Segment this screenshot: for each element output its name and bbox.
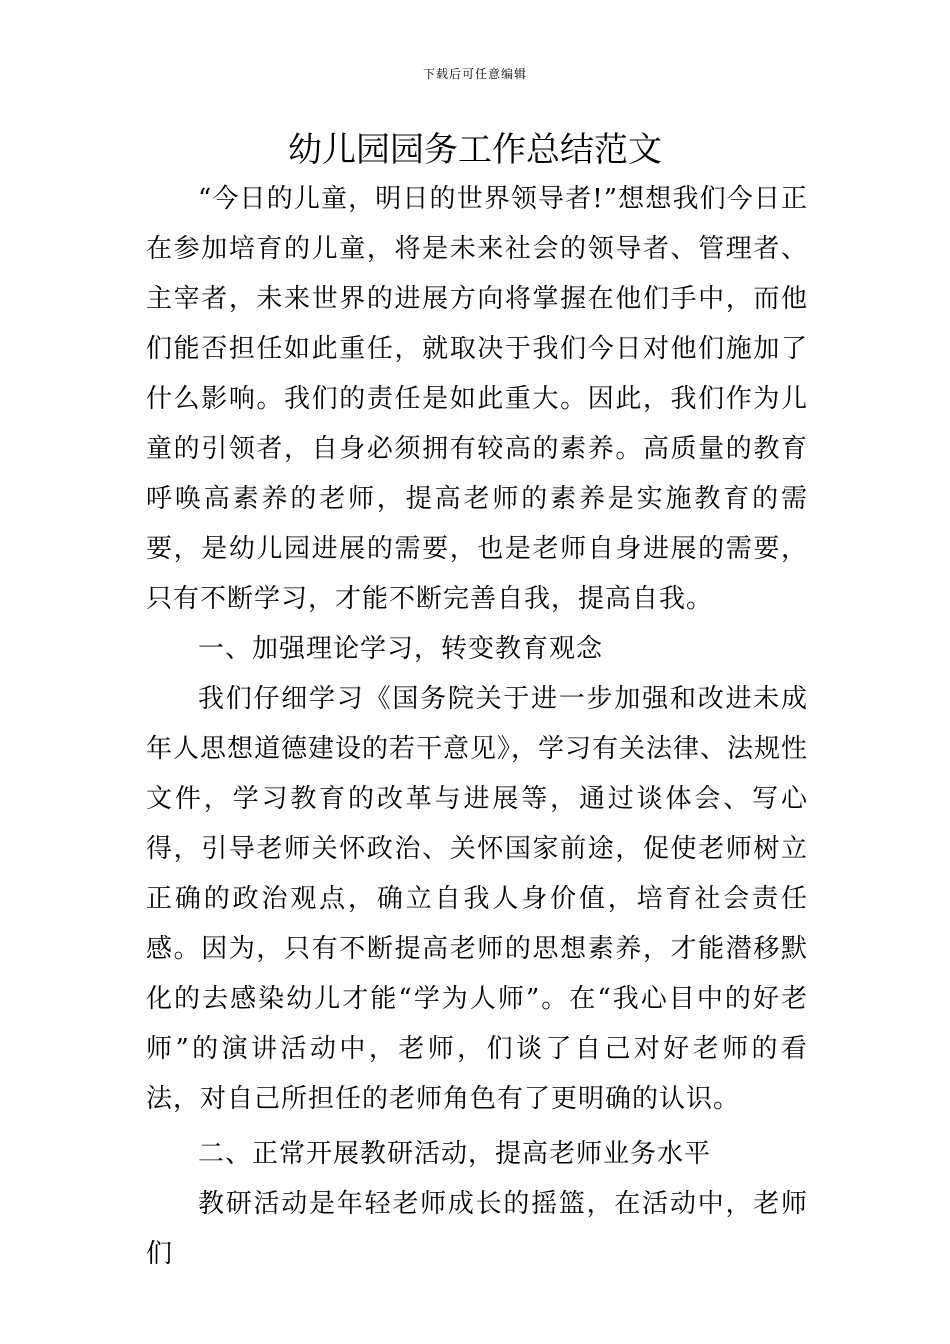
paragraph-section-1: 我们仔细学习《国务院关于进一步加强和改进未成年人思想道德建设的若干意见》，学习有关法律、法规性文件，学习教育的改革与进展等，通过谈体会、写心得，引导老师关怀政治、关怀国家前途，促使老师树立正确的政治观点，确立自我人身价值，培育社会责任感。因为，只有不断提高老师的思想素养，才能潜移默化的去感染幼儿才能“学为人师”。在“我心目中的好老师”的演讲活动中，老师，们谈了自己对好老师的看法，对自己所担任的老师角色有了更明确的认识。 [146,684,809,1114]
section-heading-2: 二、正常开展教研活动，提高老师业务水平 [198,1139,712,1169]
document-title: 幼儿园园务工作总结范文 [288,130,662,170]
header-note: 下载后可任意编辑 [422,67,527,81]
document-body [146,174,808,1279]
paragraph-intro: “今日的儿童，明日的世界领导者!”想想我们今日正在参加培育的儿童，将是未来社会的领导者、管理者、主宰者，未来世界的进展方向将掌握在他们手中，而他们能否担任如此重任，就取决于我们今日对他们施加了什么影响。我们的责任是如此重大。因此，我们作为儿童的引领者，自身必须拥有较高的素养。高质量的教育呼唤高素养的老师，提高老师的素养是实施教育的需要，是幼儿园进展的需要，也是老师自身进展的需要，只有不断学习，才能不断完善自我，提高自我。 [146,184,808,614]
section-heading-1: 一、加强理论学习，转变教育观念 [198,634,604,664]
paragraph-section-2: 教研活动是年轻老师成长的摇篮，在活动中，老师们 [146,1189,808,1269]
